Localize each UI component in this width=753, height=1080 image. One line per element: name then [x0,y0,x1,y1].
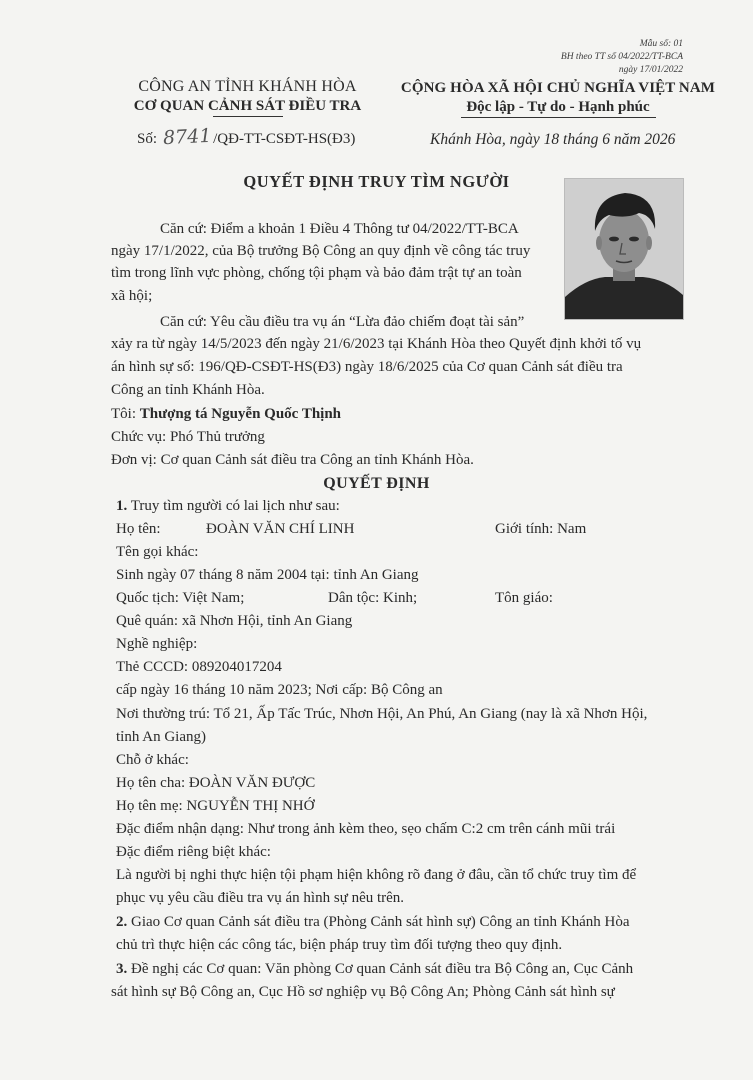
id-issue: cấp ngày 16 tháng 10 năm 2023; Nơi cấp: Bộ Công an [116,682,443,698]
issue-date: Khánh Hòa, ngày 18 tháng 6 năm 2026 [430,131,676,148]
document-title: QUYẾT ĐỊNH TRUY TÌM NGƯỜI [243,172,510,191]
form-note-line1: Mẫu số: 01 [639,39,683,49]
form-note-line3: ngày 17/01/2022 [618,65,683,75]
form-template-note [561,38,683,77]
residence-line2: tỉnh An Giang) [116,729,206,745]
decision-heading: QUYẾT ĐỊNH [323,475,430,492]
item1-intro-line [116,498,340,515]
reason-line2: phục vụ yêu cầu điều tra vụ án hình sự nêu trên. [116,890,405,906]
item3-number: 3. [116,961,128,977]
birth-info: Sinh ngày 07 tháng 8 năm 2004 tại: tỉnh An Giang [116,567,419,583]
signer-line [111,406,341,423]
special-features: Đặc điểm riêng biệt khác: [116,844,271,860]
signer-unit: Đơn vị: Cơ quan Cảnh sát điều tra Công an tỉnh Khánh Hòa. [111,452,474,468]
item1-intro: Truy tìm người có lai lịch như sau: [130,498,340,514]
alias: Tên gọi khác: [116,544,199,560]
suspect-photo [564,178,684,320]
signer-name: Thượng tá Nguyễn Quốc Thịnh [139,406,342,422]
basis1-line3: tìm trong lĩnh vực phòng, chống tội phạm và bảo đảm trật tự an toàn [111,265,522,281]
item2-text1: Giao Cơ quan Cảnh sát điều tra (Phòng Cảnh sát hình sự) Công an tỉnh Khánh Hòa [131,914,630,930]
national-motto: Độc lập - Tự do - Hạnh phúc [466,99,650,115]
other-address: Chỗ ở khác: [116,752,189,768]
basis1-line1: Căn cứ: Điểm a khoản 1 Điều 4 Thông tư 04/2022/TT-BCA [160,221,519,237]
country-name: CỘNG HÒA XÃ HỘI CHỦ NGHĨA VIỆT NAM [400,80,716,96]
basis2-line1: Căn cứ: Yêu cầu điều tra vụ án “Lừa đảo chiếm đoạt tài sản” [160,314,525,330]
gender: Giới tính: Nam [495,521,587,537]
agency-name: CÔNG AN TỈNH KHÁNH HÒA [138,78,357,95]
signer-position: Chức vụ: Phó Thủ trưởng [111,429,265,445]
header-left-divider [213,116,283,117]
number-suffix: /QĐ-TT-CSĐT-HS(Đ3) [213,131,356,147]
item3-text1: Đề nghị các Cơ quan: Văn phòng Cơ quan Cảnh sát điều tra Bộ Công an, Cục Cảnh [131,961,634,977]
department-name: CƠ QUAN CẢNH SÁT ĐIỀU TRA [133,98,362,114]
id-card: Thẻ CCCD: 089204017204 [116,659,282,675]
national-header [398,80,718,118]
reason-line1: Là người bị nghi thực hiện tội phạm hiện không rõ đang ở đâu, cần tổ chức truy tìm để [116,867,637,883]
header-right-divider [461,117,656,118]
residence-line1: Nơi thường trú: Tổ 21, Ấp Tấc Trúc, Nhơn Hội, An Phú, An Giang (nay là xã Nhơn Hội, [116,706,648,722]
item2-line2: chủ trì thực hiện các công tác, biện pháp truy tìm đối tượng theo quy định. [116,937,563,953]
mother-name: Họ tên mẹ: NGUYỄN THỊ NHỚ [116,798,315,814]
basis1-line4: xã hội; [111,288,153,304]
basis1-line2: ngày 17/1/2022, của Bộ trưởng Bộ Công an quy định về công tác truy [111,243,531,259]
hometown: Quê quán: xã Nhơn Hội, tỉnh An Giang [116,613,353,629]
name-label: Họ tên: [116,521,161,537]
occupation: Nghề nghiệp: [116,636,198,652]
issuing-agency-header [130,78,365,117]
identifying-features: Đặc điểm nhận dạng: Như trong ảnh kèm theo, sẹo chấm C:2 cm trên cánh mũi trái [116,821,616,837]
father-name: Họ tên cha: ĐOÀN VĂN ĐƯỢC [116,775,316,791]
basis2-line4: Công an tỉnh Khánh Hòa. [111,382,265,398]
item3-line1 [116,961,633,978]
religion: Tôn giáo: [495,590,553,606]
signer-label: Tôi: [111,406,136,422]
form-note-line2: BH theo TT số 04/2022/TT-BCA [560,52,683,62]
item2-line1 [116,914,630,931]
item2-number: 2. [116,914,128,930]
basis2-line2: xảy ra từ ngày 14/5/2023 đến ngày 21/6/2023 tại Khánh Hòa theo Quyết định khởi tố vụ [111,336,642,352]
item1-number: 1. [116,498,128,514]
number-prefix: Số: [137,131,158,147]
item3-line2: sát hình sự Bộ Công an, Cục Hồ sơ nghiệp vụ Bộ Công An; Phòng Cảnh sát hình sự [111,984,615,1000]
nationality: Quốc tịch: Việt Nam; [116,590,245,606]
ethnicity: Dân tộc: Kinh; [328,590,418,606]
handwritten-number: 8741 [162,124,212,150]
basis2-line3: án hình sự số: 196/QĐ-CSĐT-HS(Đ3) ngày 18/6/2025 của Cơ quan Cảnh sát điều tra [111,359,623,375]
document-number [137,126,355,148]
name-value: ĐOÀN VĂN CHÍ LINH [206,521,355,537]
portrait-image [565,179,683,319]
